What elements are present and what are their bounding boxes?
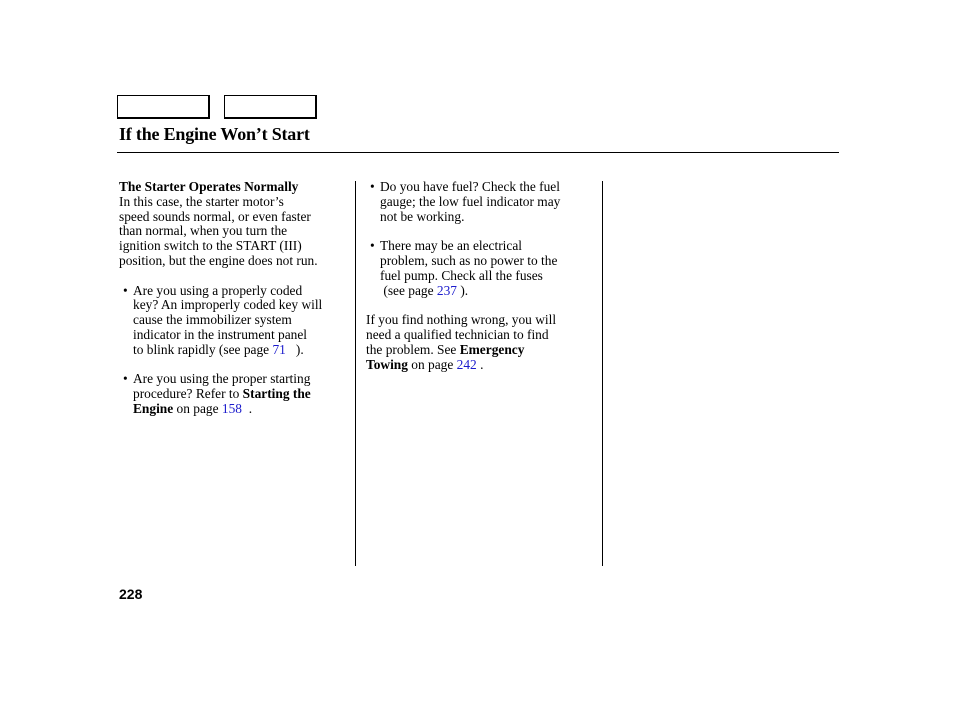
bullet-line: problem, such as no power to the <box>380 252 558 268</box>
bullet-starting-procedure <box>119 372 351 416</box>
page-title: If the Engine Won’t Start <box>119 124 310 144</box>
bullet-coded-key <box>119 284 351 358</box>
bullet-line: to blink rapidly (see page 71 ). <box>133 341 304 357</box>
closing-paragraph <box>366 313 588 372</box>
closing-line: Towing on page 242 . <box>366 356 484 372</box>
intro-line: than normal, when you turn the <box>119 223 288 239</box>
section-heading: The Starter Operates Normally <box>119 179 299 194</box>
bullet-line: gauge; the low fuel indicator may <box>380 193 561 209</box>
page-link-158[interactable]: 158 <box>221 400 242 416</box>
bullet-line: Do you have fuel? Check the fuel <box>380 179 560 194</box>
bullet-line: fuel pump. Check all the fuses <box>380 267 543 283</box>
page-number: 228 <box>119 586 143 602</box>
page-link-237[interactable]: 237 <box>436 282 457 298</box>
intro-line: ignition switch to the START (III) <box>119 238 302 254</box>
intro-paragraph <box>119 195 351 269</box>
intro-line: In this case, the starter motor’s <box>119 193 284 209</box>
closing-line: need a qualified technician to find <box>366 326 549 342</box>
nav-tab-previous[interactable] <box>117 95 210 119</box>
bullet-line: not be working. <box>380 208 465 224</box>
intro-line: position, but the engine does not run. <box>119 252 318 268</box>
title-divider <box>117 152 839 153</box>
bullet-line: indicator in the instrument panel <box>133 326 308 342</box>
bullet-dot: • <box>123 282 128 298</box>
bullet-dot: • <box>123 371 128 387</box>
bullet-line: (see page 237 ). <box>383 282 469 298</box>
bullet-line: Engine on page 158 . <box>133 400 253 416</box>
page-link-71[interactable]: 71 <box>272 341 286 357</box>
closing-line: the problem. See Emergency <box>366 341 525 357</box>
starting-the-engine-ref: Starting the <box>242 386 311 402</box>
intro-line: speed sounds normal, or even faster <box>119 208 311 224</box>
nav-tab-next[interactable] <box>224 95 317 119</box>
bullet-electrical <box>366 239 588 298</box>
bullet-line: Are you using the proper starting <box>133 371 311 387</box>
middle-column <box>366 180 588 372</box>
bullet-dot: • <box>370 238 375 254</box>
left-column <box>119 180 351 417</box>
closing-line: If you find nothing wrong, you will <box>366 312 557 328</box>
bullet-line: procedure? Refer to Starting the <box>133 386 311 402</box>
bullet-fuel <box>366 180 588 224</box>
bullet-line: key? An improperly coded key will <box>133 297 323 313</box>
emergency-towing-ref: Emergency <box>459 341 525 357</box>
bullet-line: cause the immobilizer system <box>133 312 292 328</box>
column-divider-left <box>355 181 356 566</box>
bullet-dot: • <box>370 179 375 194</box>
page-link-242[interactable]: 242 <box>456 356 477 372</box>
column-divider-right <box>602 181 603 566</box>
bullet-line: There may be an electrical <box>380 238 523 254</box>
bullet-line: Are you using a properly coded <box>133 282 303 298</box>
